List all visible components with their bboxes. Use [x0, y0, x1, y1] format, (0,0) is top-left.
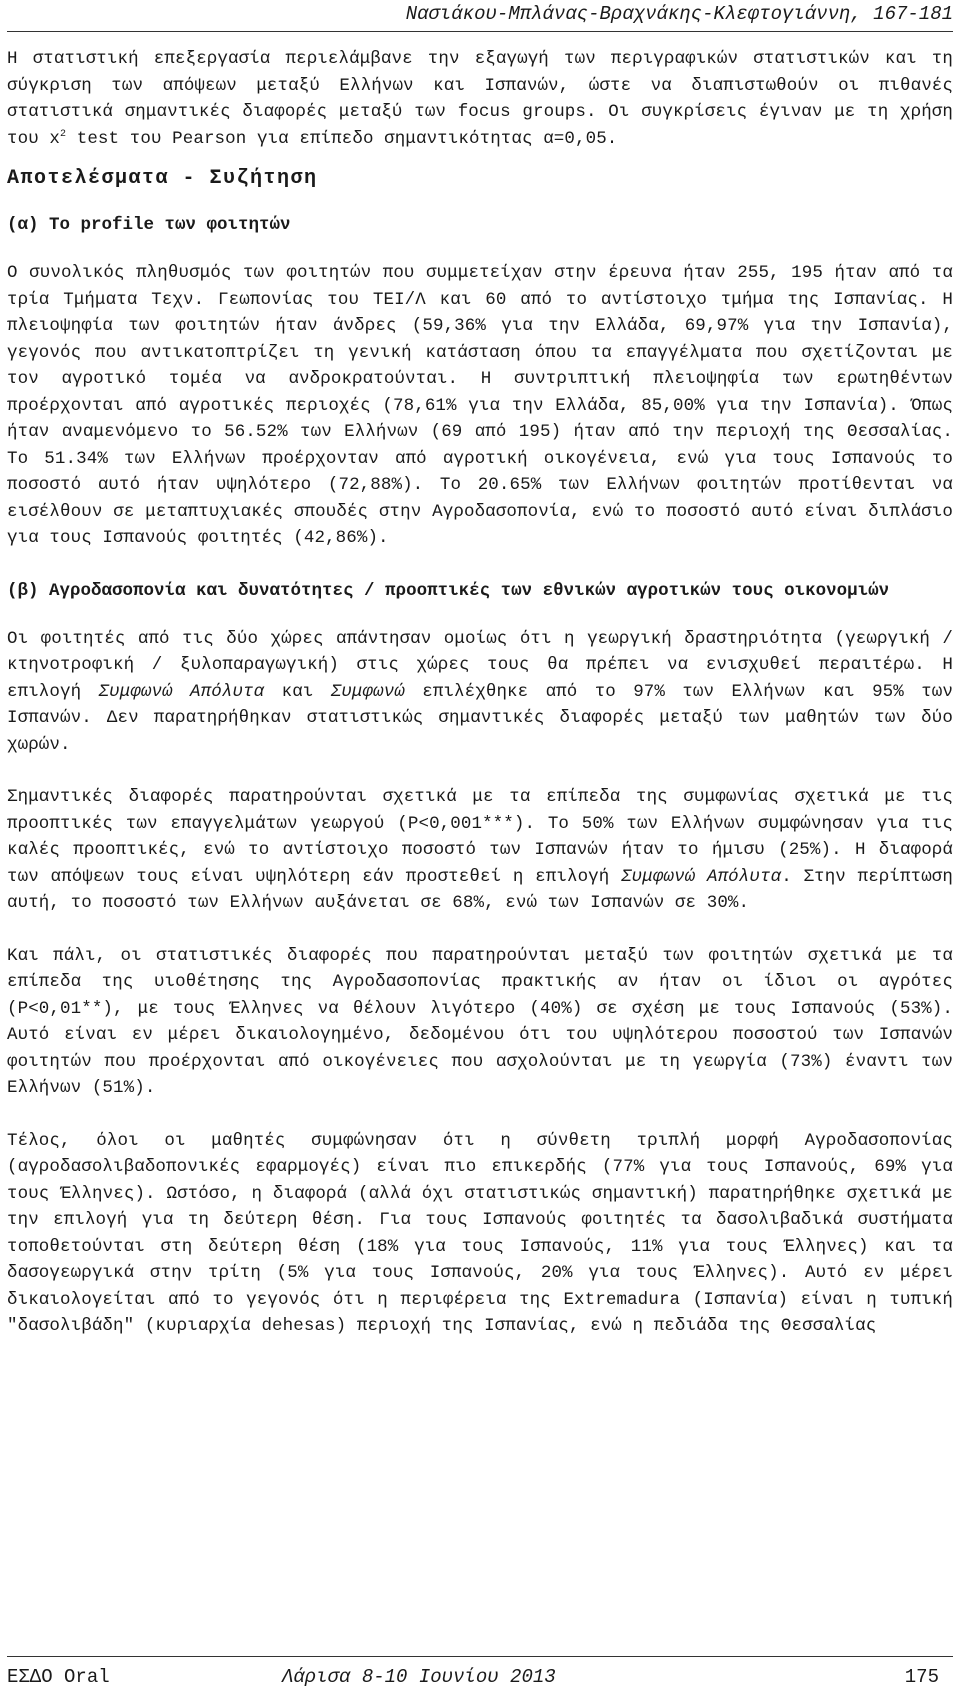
- page-footer: [7, 1664, 953, 1690]
- agroforestry-paragraph-1: [7, 626, 953, 759]
- document-page: [7, 0, 953, 1701]
- running-header: Νασιάκου-Μπλάνας-Βραχνάκης-Κλεφτογιάννη, 167-181: [405, 3, 953, 25]
- p1-text-1: Οι φοιτητές από τις δύο χώρες απάντησαν ομοίως ότι η γεωργική δραστηριότητα (γεωργική / κτηνοτροφική / ξυλοπαραγωγική) στις χώρες τους θα πρέπει να ενισχυθεί περαιτέρω. Η επιλογή: [7, 628, 953, 702]
- section-title: Αποτελέσματα - Συζήτηση: [7, 167, 318, 190]
- agroforestry-paragraph-4: Τέλος, όλοι οι μαθητές συμφώνησαν ότι η σύνθετη τριπλή μορφή Αγροδασοπονίας (αγροδασολιβαδοπονικές εφαρμογές) είναι πιο επικερδής (77% για τους Ισπανούς, 69% για τους Έλληνες). Ωστόσο, η διαφορά (αλλά όχι στατιστικώς σημαντική) παρατηρήθηκε σχετικά με την επιλογή για τη δεύτερη θέση. Για τους Ισπανούς φοιτητές τα δασολιβαδικά συστήματα τοποθετούνται στη δεύτερη θέση (18% για τους Ισπανούς, 11% για τους Έλληνες) και τα δασογεωργικά στην τρίτη (5% για τους Ισπανούς, 20% για τους Έλληνες). Αυτό εν μέρει δικαιολογείται από το γεγονός ότι η περιφέρεια της Extremadura (Ισπανία) είναι η τυπική "δασολιβάδη" (κυριαρχία dehesas) περιοχή της Ισπανίας, ενώ η πεδιάδα της Θεσσαλίας: [7, 1130, 953, 1336]
- subsection-b-title: (β) Αγροδασοπονία και δυνατότητες / προοπτικές των εθνικών αγροτικών τους οικονομιών: [7, 580, 890, 601]
- intro-text-2: test του Pearson για επίπεδο σημαντικότητας α=0,05.: [66, 128, 618, 149]
- footer-conference: ΕΣΔΟ Oral: [7, 1666, 110, 1688]
- p1-text-2: και: [264, 681, 331, 702]
- footer-divider: [7, 1656, 953, 1657]
- agroforestry-paragraph-2: [7, 784, 953, 917]
- profile-paragraph: Ο συνολικός πληθυσμός των φοιτητών που συμμετείχαν στην έρευνα ήταν 255, 195 ήταν από τα τρία Τμήματα Τεχν. Γεωπονίας του ΤΕΙ/Λ και 60 από το αντίστοιχο τμήμα της Ισπανίας. Η πλειοψηφία των φοιτητών ήταν άνδρες (59,36% για την Ελλάδα, 69,97% για την Ισπανία), γεγονός που αντικατοπτρίζει τη γενική κατάσταση όπου τα επαγγέλματα που σχετίζονται με τον αγροτικό τομέα να ανδροκρατούνται. Η συντριπτική πλειοψηφία των ερωτηθέντων προέρχονται από αγροτικές περιοχές (78,61% για την Ελλάδα, 85,00% για την Ισπανία). Όπως ήταν αναμενόμενο το 56.52% των Ελλήνων (69 από 195) ήταν από την περιοχή της Θεσσαλίας. Το 51.34% των Ελλήνων προέρχονταν από αγροτική οικογένεια, ενώ για τους Ισπανούς το ποσοστό αυτό ήταν υψηλότερο (72,88%). Το 20.65% των Ελλήνων φοιτητών προτίθενται να εισέλθουν σε μεταπτυχιακές σπουδές στην Αγροδασοπονία, ενώ το ποσοστό αυτό είναι διπλάσιο για τους Ισπανούς φοιτητές (42,86%).: [7, 263, 953, 548]
- p2-emphasis-1: Συμφωνώ Απόλυτα: [621, 866, 782, 887]
- page-number: 175: [904, 1666, 939, 1688]
- header-divider: [7, 31, 953, 32]
- intro-paragraph: [7, 46, 953, 152]
- page-body: [7, 46, 953, 1340]
- p2-text-2: . Στην περίπτωση αυτή, το ποσοστό των Ελλήνων αυξάνεται σε 68%, ενώ των Ισπανών σε 30%.: [7, 866, 954, 913]
- intro-text-1: Η στατιστική επεξεργασία περιελάμβανε την εξαγωγή των περιγραφικών στατιστικών και τη σύγκριση των απόψεων μεταξύ Ελλήνων και Ισπανών, ώστε να διαπιστωθούν οι πιθανές στατιστικά σημαντικές διαφορές μεταξύ των focus groups. Οι συγκρίσεις έγιναν με τη χρήση του x: [7, 49, 953, 149]
- superscript-2: 2: [60, 128, 67, 140]
- p1-text-3: επιλέχθηκε από το 97% των Ελλήνων και 95% των Ισπανών. Δεν παρατηρήθηκαν στατιστικώς σημαντικές διαφορές μεταξύ των μαθητών των δύο χωρών.: [7, 681, 953, 755]
- p2-text-1: Σημαντικές διαφορές παρατηρούνται σχετικά με τα επίπεδα της συμφωνίας σχετικά με τις προοπτικές των επαγγελμάτων γεωργού (P<0,001***). Το 50% των Ελλήνων συμφώνησαν για τις καλές προοπτικές, ενώ το αντίστοιχο ποσοστό των Ισπανών ήταν το ήμισυ (25%). Η διαφορά των απόψεων τους είναι υψηλότερη εάν προστεθεί η επιλογή: [7, 787, 953, 887]
- p1-emphasis-2: Συμφωνώ: [330, 681, 405, 702]
- subsection-a-title: (α) Το profile των φοιτητών: [7, 215, 291, 235]
- agroforestry-paragraph-3: Και πάλι, οι στατιστικές διαφορές που παρατηρούνται μεταξύ των φοιτητών σχετικά με τα επίπεδα της υιοθέτησης της Αγροδασοπονίας πρακτικής αν ήταν οι ίδιοι οι αγρότες (P<0,01**), με τους Έλληνες να θέλουν λιγότερο (40%) σε σχέση με τους Ισπανούς (53%). Αυτό είναι εν μέρει δικαιολογημένο, δεδομένου ότι του υψηλότερου ποσοστού των Ισπανών φοιτητών που προέρχονται από οικογένειες που ασχολούνται με τη γεωργία (73%) έναντι των Ελλήνων (51%).: [7, 945, 953, 1098]
- footer-venue-date: Λάρισα 8-10 Ιουνίου 2013: [282, 1666, 556, 1688]
- p1-emphasis-1: Συμφωνώ Απόλυτα: [98, 681, 265, 702]
